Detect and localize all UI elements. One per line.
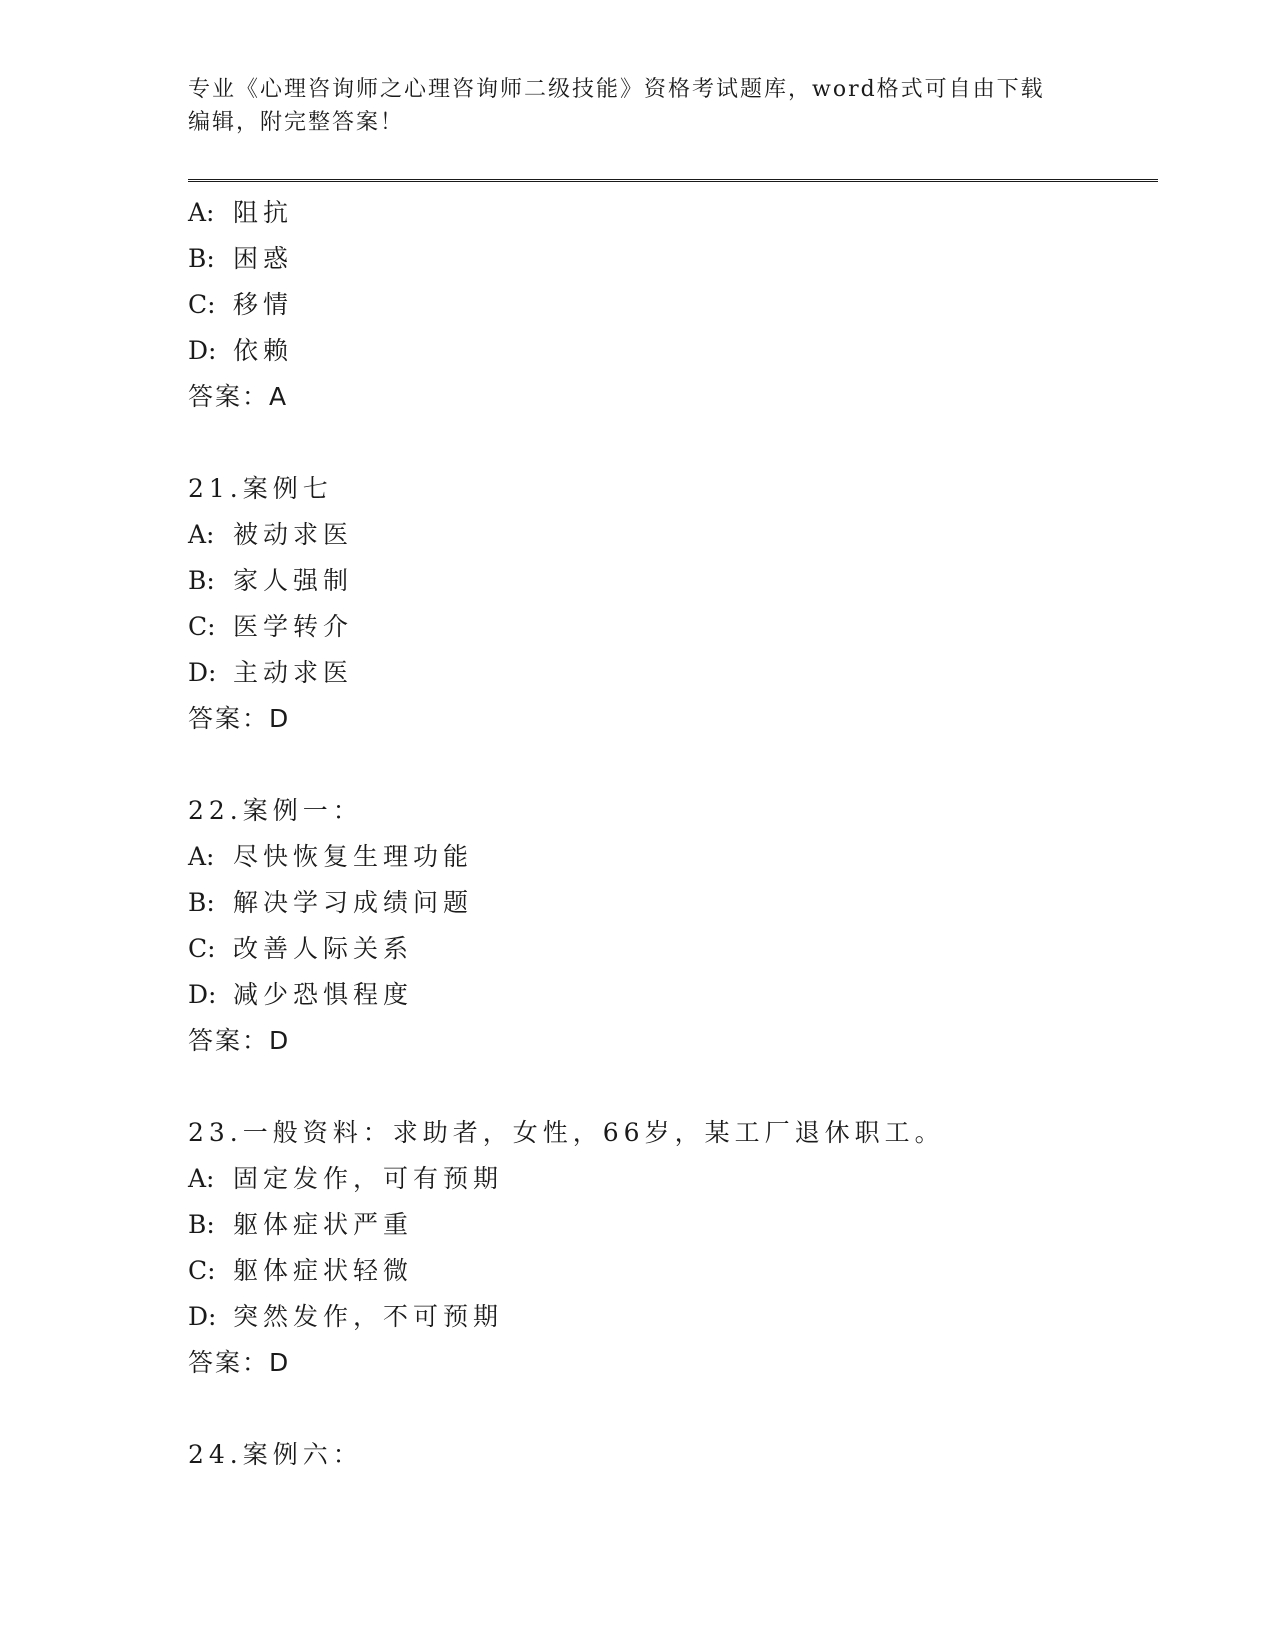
spacer bbox=[188, 1386, 1158, 1432]
option-key: C: bbox=[188, 612, 216, 641]
question-stem: 22.案例一： bbox=[188, 796, 363, 825]
option-key: D: bbox=[188, 336, 217, 365]
spacer bbox=[188, 1064, 1158, 1110]
option-c bbox=[188, 1248, 1158, 1294]
option-text: 躯体症状轻微 bbox=[233, 1256, 414, 1285]
question-stem: 24.案例六： bbox=[188, 1440, 363, 1469]
spacer bbox=[188, 420, 1158, 466]
option-text: 改善人际关系 bbox=[233, 934, 414, 963]
option-key: A: bbox=[188, 198, 215, 227]
document-header bbox=[188, 73, 1088, 139]
option-a bbox=[188, 512, 1158, 558]
option-c bbox=[188, 926, 1158, 972]
option-text: 主动求医 bbox=[233, 658, 354, 687]
option-d bbox=[188, 1294, 1158, 1340]
option-b bbox=[188, 236, 1158, 282]
option-key: A: bbox=[188, 520, 215, 549]
header-line-1: 专业《心理咨询师之心理咨询师二级技能》资格考试题库，word格式可自由下载 bbox=[188, 77, 1045, 102]
option-text: 医学转介 bbox=[233, 612, 354, 641]
option-key: A: bbox=[188, 1164, 215, 1193]
option-c bbox=[188, 604, 1158, 650]
option-text: 解决学习成绩问题 bbox=[233, 888, 474, 917]
option-key: C: bbox=[188, 1256, 216, 1285]
question-stem: 23.一般资料：求助者，女性，66岁，某工厂退休职工。 bbox=[188, 1118, 945, 1147]
question-block-partial bbox=[188, 190, 1158, 420]
option-a bbox=[188, 190, 1158, 236]
option-text: 阻抗 bbox=[233, 198, 294, 227]
option-text: 困惑 bbox=[233, 244, 294, 273]
option-d bbox=[188, 972, 1158, 1018]
option-d bbox=[188, 328, 1158, 374]
option-key: D: bbox=[188, 980, 217, 1009]
option-key: C: bbox=[188, 290, 216, 319]
option-text: 被动求医 bbox=[233, 520, 354, 549]
option-text: 家人强制 bbox=[233, 566, 354, 595]
option-a bbox=[188, 1156, 1158, 1202]
answer-line: 答案：D bbox=[188, 704, 291, 733]
option-text: 减少恐惧程度 bbox=[233, 980, 414, 1009]
option-key: C: bbox=[188, 934, 216, 963]
option-text: 突然发作，不可预期 bbox=[233, 1302, 504, 1331]
option-b bbox=[188, 1202, 1158, 1248]
option-d bbox=[188, 650, 1158, 696]
question-block-24 bbox=[188, 1432, 1158, 1478]
option-a bbox=[188, 834, 1158, 880]
option-text: 固定发作，可有预期 bbox=[233, 1164, 504, 1193]
option-text: 移情 bbox=[233, 290, 294, 319]
option-text: 躯体症状严重 bbox=[233, 1210, 414, 1239]
question-list bbox=[188, 190, 1158, 1478]
question-stem: 21.案例七 bbox=[188, 474, 333, 503]
option-key: B: bbox=[188, 244, 215, 273]
option-c bbox=[188, 282, 1158, 328]
question-block-22 bbox=[188, 788, 1158, 1064]
answer-line: 答案：D bbox=[188, 1026, 291, 1055]
option-key: D: bbox=[188, 1302, 217, 1331]
answer-line: 答案：D bbox=[188, 1348, 291, 1377]
option-b bbox=[188, 880, 1158, 926]
spacer bbox=[188, 742, 1158, 788]
option-b bbox=[188, 558, 1158, 604]
option-key: B: bbox=[188, 1210, 215, 1239]
option-key: D: bbox=[188, 658, 217, 687]
option-key: B: bbox=[188, 888, 215, 917]
answer-line: 答案：A bbox=[188, 382, 289, 411]
option-text: 尽快恢复生理功能 bbox=[233, 842, 474, 871]
question-block-23 bbox=[188, 1110, 1158, 1386]
option-key: A: bbox=[188, 842, 215, 871]
option-key: B: bbox=[188, 566, 215, 595]
header-line-2: 编辑，附完整答案！ bbox=[188, 110, 405, 135]
option-text: 依赖 bbox=[233, 336, 294, 365]
question-block-21 bbox=[188, 466, 1158, 742]
header-divider bbox=[188, 179, 1158, 182]
